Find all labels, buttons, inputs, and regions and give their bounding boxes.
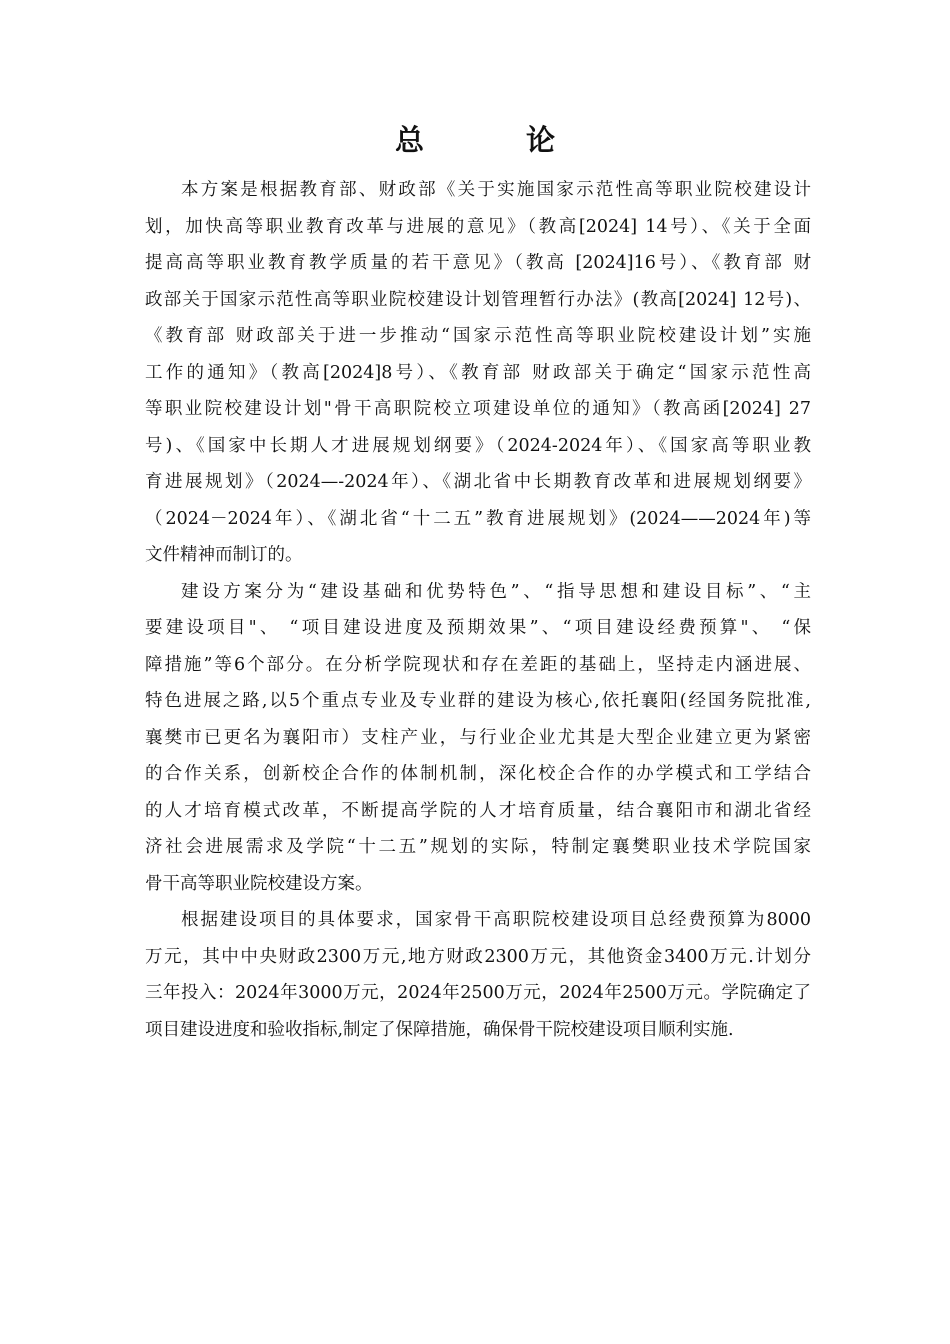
paragraph-line: 根据建设项目的具体要求，国家骨干高职院校建设项目总经费预算为8000 (181, 910, 811, 930)
paragraph-line: 要建设项目"、 “项目建设进度及预期效果”、“项目建设经费预算"、 “保 (145, 618, 811, 638)
paragraph-line: 襄樊市已更名为襄阳市）支柱产业，与行业企业尤其是大型企业建立更为紧密 (145, 727, 811, 748)
paragraph-line: 号)、《国家中长期人才进展规划纲要》（2024-2024年）、《国家高等职业教 (145, 435, 811, 456)
paragraph-line: 划，加快高等职业教育改革与进展的意见》（教高[2024] 14号）、《关于全面 (145, 216, 811, 237)
paragraph-line: 骨干高等职业院校建设方案。 (145, 873, 373, 894)
paragraph (145, 902, 811, 1048)
paragraph (145, 172, 811, 574)
paragraph-line: 本方案是根据教育部、财政部《关于实施国家示范性高等职业院校建设计 (181, 180, 811, 200)
paragraph-line: 万元，其中中央财政2300万元,地方财政2300万元，其他资金3400万元.计划分 (145, 946, 811, 967)
paragraph-line: 特色进展之路,以5个重点专业及专业群的建设为核心,依托襄阳(经国务院批准, (145, 691, 811, 711)
paragraph-line: 建设方案分为“建设基础和优势特色”、“指导思想和建设目标”、“主 (181, 581, 811, 602)
paragraph-line: 政部关于国家示范性高等职业院校建设计划管理暂行办法》(教高[2024] 12号)、 (145, 289, 811, 310)
paragraph-line: 等职业院校建设计划"骨干高职院校立项建设单位的通知》（教高函[2024] 27 (145, 399, 811, 419)
paragraph-line: （2024－2024年）、《湖北省“十二五”教育进展规划》(2024——2024年)等 (145, 508, 811, 529)
paragraph-line: 的人才培育模式改革，不断提高学院的人才培育质量，结合襄阳市和湖北省经 (145, 800, 811, 821)
page-title: 总 论 (394, 123, 602, 157)
paragraph-line: 三年投入：2024年3000万元，2024年2500万元，2024年2500万元。学院确定了 (145, 983, 811, 1003)
paragraph-line: 提高高等职业教育教学质量的若干意见》（教高 [2024]16号）、《教育部 财 (145, 253, 811, 273)
paragraph-line: 障措施”等6个部分。在分析学院现状和存在差距的基础上，坚持走内涵进展、 (145, 654, 811, 675)
paragraph-line: 的合作关系，创新校企合作的体制机制，深化校企合作的办学模式和工学结合 (145, 764, 811, 784)
paragraph-line: 项目建设进度和验收指标,制定了保障措施，确保骨干院校建设项目顺利实施. (145, 1019, 734, 1040)
paragraph-line: 《教育部 财政部关于进一步推动“国家示范性高等职业院校建设计划”实施 (145, 326, 811, 346)
paragraph (145, 574, 811, 903)
body-text (145, 172, 811, 1048)
paragraph-line: 工作的通知》（教高[2024]8号）、《教育部 财政部关于确定“国家示范性高 (145, 362, 811, 383)
paragraph-line: 文件精神而制订的。 (145, 545, 303, 565)
paragraph-line: 育进展规划》（2024—-2024年）、《湖北省中长期教育改革和进展规划纲要》 (145, 472, 811, 492)
paragraph-line: 济社会进展需求及学院“十二五”规划的实际，特制定襄樊职业技术学院国家 (145, 837, 811, 857)
